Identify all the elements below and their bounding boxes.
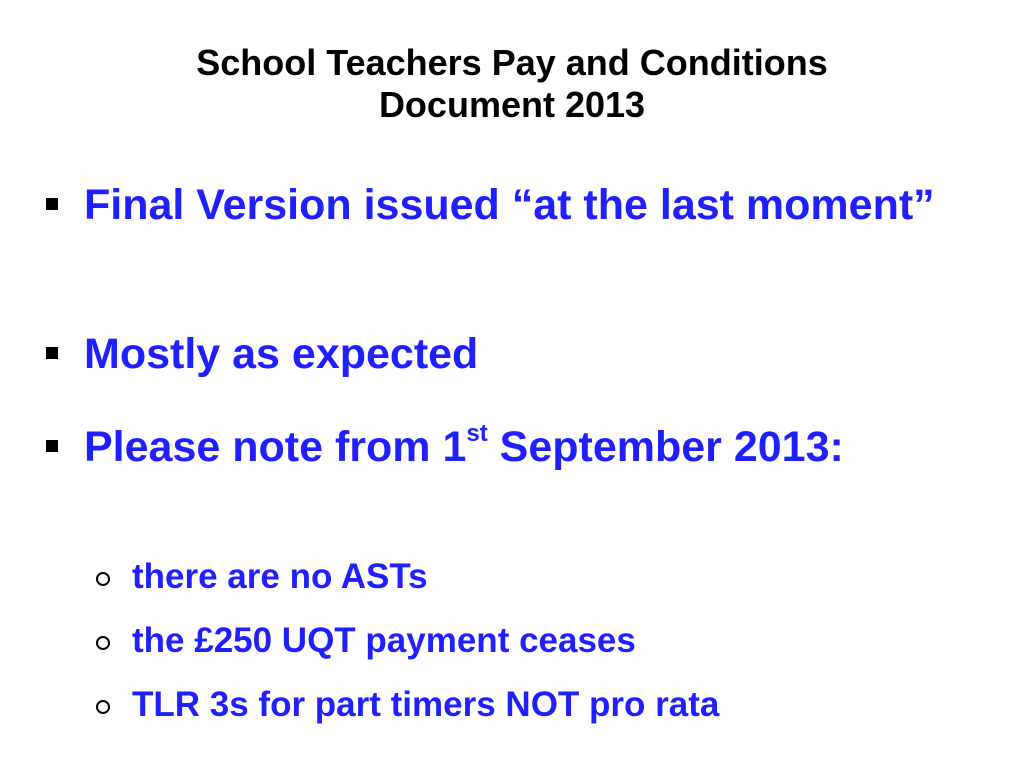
slide-title-line1: School Teachers Pay and Conditions xyxy=(196,42,828,83)
bullet-text: Final Version issued “at the last moment” xyxy=(84,181,935,229)
circle-bullet-icon xyxy=(96,572,110,586)
sub-bullet-tlr3s xyxy=(96,683,976,727)
bullet-text xyxy=(46,420,946,474)
square-bullet-icon xyxy=(46,347,58,359)
bullet-text-before: Please note from 1 xyxy=(84,423,467,471)
bullet-please-note xyxy=(46,420,946,474)
bullet-final-version xyxy=(46,178,946,232)
bullet-text-superscript: st xyxy=(466,420,488,447)
circle-bullet-icon xyxy=(96,700,110,714)
sub-bullet-text: TLR 3s for part timers NOT pro rata xyxy=(132,685,720,724)
square-bullet-icon xyxy=(46,198,58,210)
sub-bullet-text: the £250 UQT payment ceases xyxy=(132,621,636,660)
circle-bullet-icon xyxy=(96,636,110,650)
sub-bullet-uqt-payment xyxy=(96,619,976,663)
square-bullet-icon xyxy=(46,440,58,452)
bullet-text: Mostly as expected xyxy=(84,330,479,378)
sub-bullet-no-asts xyxy=(96,555,976,599)
bullet-text-after: September 2013: xyxy=(487,423,844,471)
slide-title-line2: Document 2013 xyxy=(378,84,646,125)
slide-title xyxy=(60,42,964,126)
bullet-mostly-expected xyxy=(46,327,946,381)
sub-bullet-text: there are no ASTs xyxy=(132,557,428,596)
